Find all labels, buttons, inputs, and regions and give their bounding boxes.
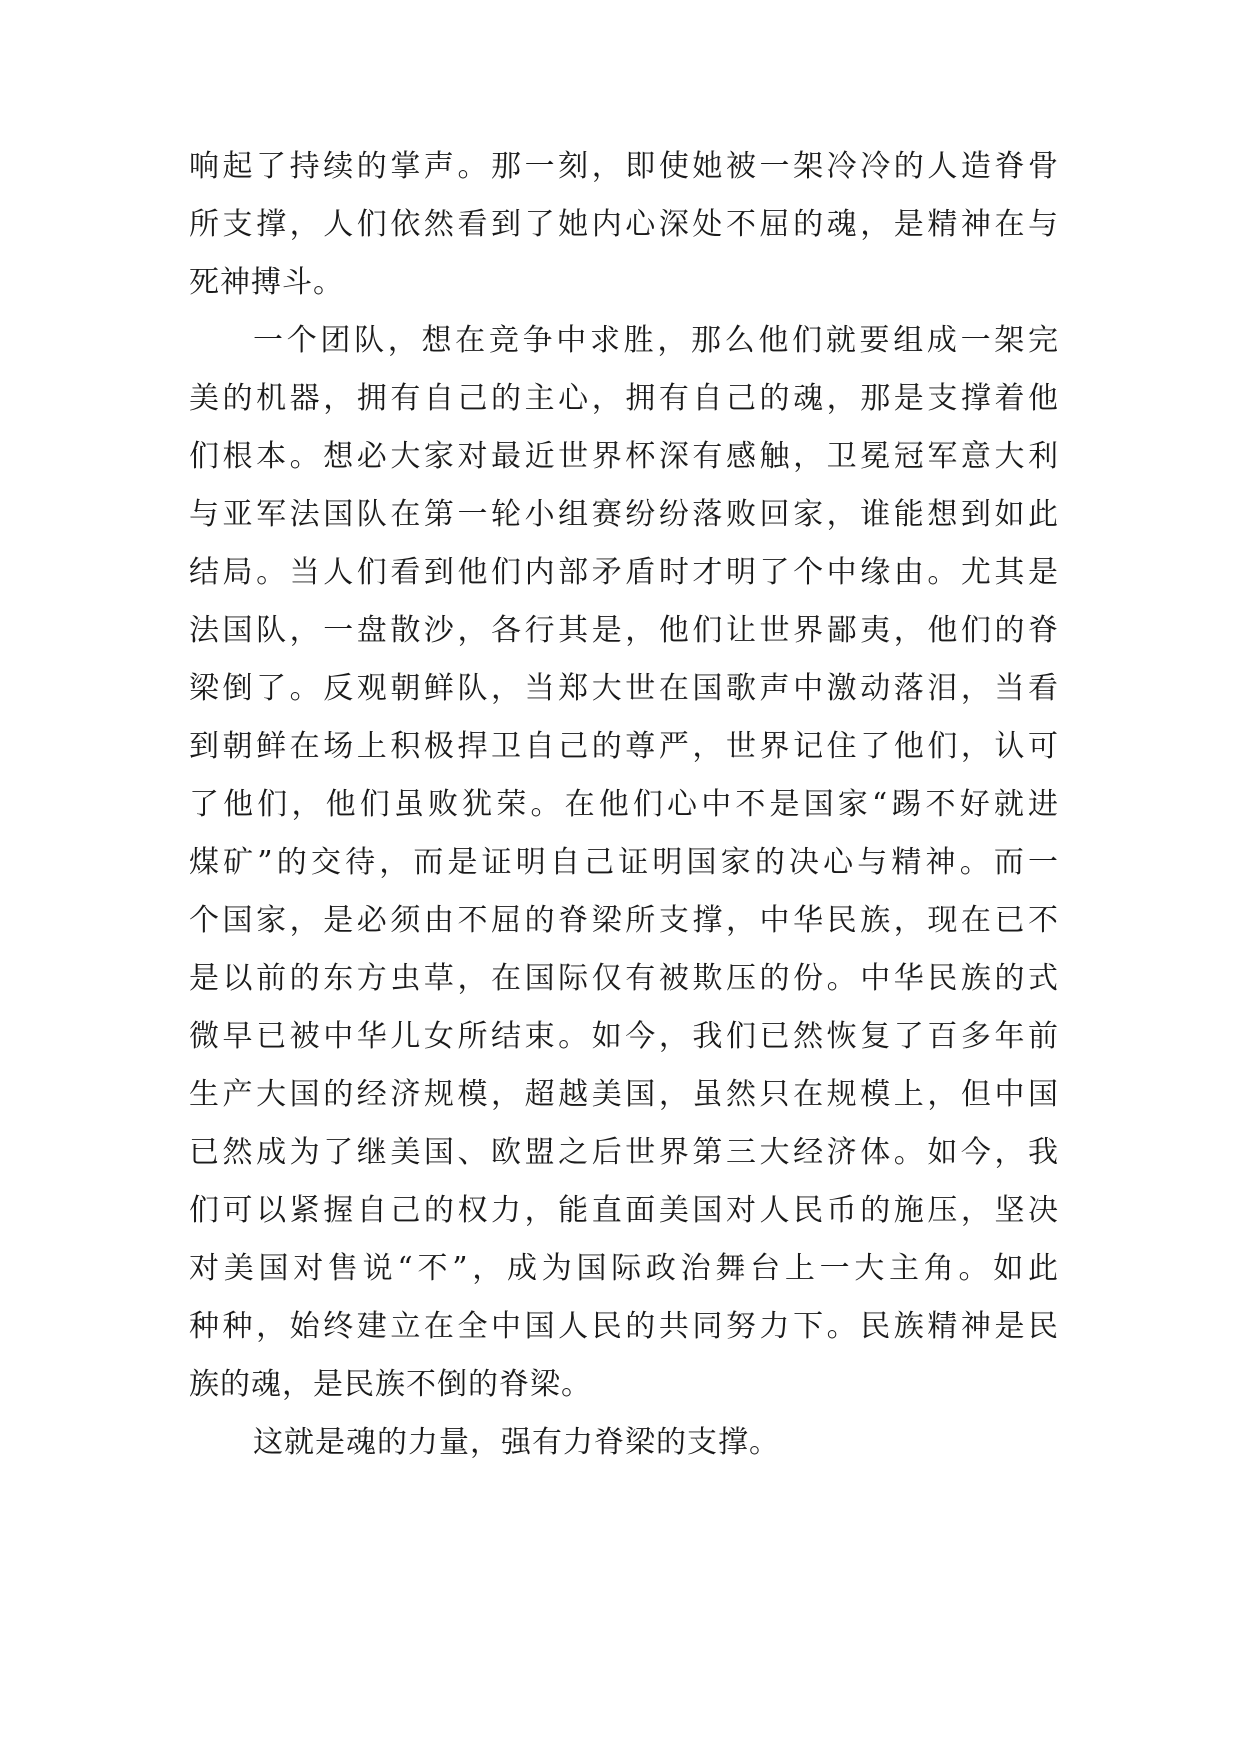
text-line: 种种，始终建立在全中国人民的共同努力下。民族精神是民 bbox=[189, 1309, 1059, 1344]
document-body bbox=[189, 138, 1059, 1472]
text-line: 梁倒了。反观朝鲜队，当郑大世在国歌声中激动落泪，当看 bbox=[189, 671, 1059, 706]
text-line: 死神搏斗。 bbox=[189, 265, 344, 300]
text-line: 响起了持续的掌声。那一刻，即使她被一架冷冷的人造脊骨 bbox=[189, 149, 1059, 184]
text-line: 煤矿”的交待，而是证明自己证明国家的决心与精神。而一 bbox=[189, 845, 1059, 880]
text-line: 到朝鲜在场上积极捍卫自己的尊严，世界记住了他们，认可 bbox=[189, 729, 1059, 764]
text-line: 美的机器，拥有自己的主心，拥有自己的魂，那是支撑着他 bbox=[189, 381, 1059, 416]
text-line: 微早已被中华儿女所结束。如今，我们已然恢复了百多年前 bbox=[189, 1019, 1059, 1054]
text-line: 对美国对售说“不”，成为国际政治舞台上一大主角。如此 bbox=[189, 1251, 1059, 1286]
paragraph bbox=[189, 312, 1059, 1414]
text-line: 们根本。想必大家对最近世界杯深有感触，卫冕冠军意大利 bbox=[189, 439, 1059, 474]
text-line: 这就是魂的力量，强有力脊梁的支撑。 bbox=[253, 1425, 780, 1460]
text-line: 是以前的东方虫草，在国际仅有被欺压的份。中华民族的式 bbox=[189, 961, 1059, 996]
text-line: 结局。当人们看到他们内部矛盾时才明了个中缘由。尤其是 bbox=[189, 555, 1059, 590]
text-line: 个国家，是必须由不屈的脊梁所支撑，中华民族，现在已不 bbox=[189, 903, 1059, 938]
paragraph bbox=[189, 1414, 1059, 1472]
text-line: 生产大国的经济规模，超越美国，虽然只在规模上，但中国 bbox=[189, 1077, 1059, 1112]
text-line: 一个团队，想在竞争中求胜，那么他们就要组成一架完 bbox=[253, 323, 1059, 358]
text-line: 已然成为了继美国、欧盟之后世界第三大经济体。如今，我 bbox=[189, 1135, 1059, 1170]
text-line: 法国队，一盘散沙，各行其是，他们让世界鄙夷，他们的脊 bbox=[189, 613, 1059, 648]
text-line: 与亚军法国队在第一轮小组赛纷纷落败回家，谁能想到如此 bbox=[189, 497, 1059, 532]
text-line: 了他们，他们虽败犹荣。在他们心中不是国家“踢不好就进 bbox=[189, 787, 1059, 822]
text-line: 们可以紧握自己的权力，能直面美国对人民币的施压，坚决 bbox=[189, 1193, 1059, 1228]
text-line: 族的魂，是民族不倒的脊梁。 bbox=[189, 1367, 592, 1402]
paragraph bbox=[189, 138, 1059, 312]
text-line: 所支撑，人们依然看到了她内心深处不屈的魂，是精神在与 bbox=[189, 207, 1059, 242]
